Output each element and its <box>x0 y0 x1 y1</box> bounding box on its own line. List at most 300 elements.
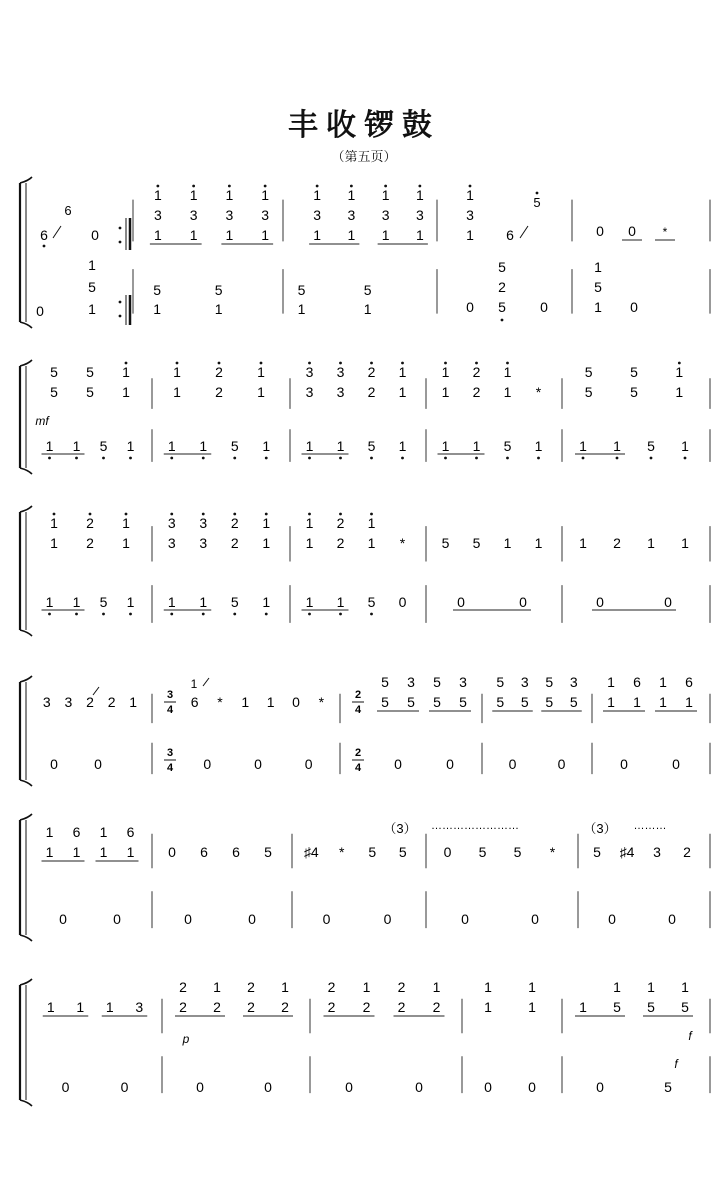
octave-dot <box>308 513 311 516</box>
note: 6 <box>232 844 240 860</box>
chord-note: 3 <box>381 207 390 223</box>
note: 0 <box>61 1079 70 1095</box>
octave-dot <box>170 613 173 616</box>
chord-note: 1 <box>613 979 621 995</box>
rest-mark: * <box>662 225 668 239</box>
fingering-label: （3） <box>383 821 417 836</box>
chord-note: 1 <box>647 979 655 995</box>
note: 0 <box>608 911 616 927</box>
note: 1 <box>297 301 306 317</box>
note: 2 <box>683 844 691 860</box>
octave-dot <box>501 319 504 322</box>
note: 1 <box>659 694 667 710</box>
note: 5 <box>441 535 450 551</box>
slur-mark <box>203 678 209 686</box>
time-signature: 2 <box>354 747 362 759</box>
octave-dot <box>48 613 51 616</box>
note: 1 <box>367 535 376 551</box>
note: 1 <box>45 844 54 860</box>
page-title: 丰收锣鼓 <box>288 108 440 143</box>
note: * <box>217 694 223 710</box>
note: 0 <box>528 1079 536 1095</box>
note: 0 <box>304 756 313 772</box>
note: 1 <box>129 694 138 710</box>
note: 0 <box>484 1079 492 1095</box>
note: 5 <box>647 438 655 454</box>
note: 2 <box>86 535 94 551</box>
octave-dot <box>119 315 122 318</box>
chord-note: 3 <box>415 207 424 223</box>
note: 0 <box>466 299 474 315</box>
note: 1 <box>503 384 512 400</box>
chord-note: 1 <box>153 187 162 203</box>
time-signature: 4 <box>166 704 174 716</box>
slur-mark <box>93 687 99 695</box>
octave-dot <box>260 362 263 365</box>
note: 1 <box>398 438 407 454</box>
octave-dot <box>265 457 268 460</box>
note: 1 <box>336 438 345 454</box>
note: 1 <box>472 438 481 454</box>
note: 1 <box>88 301 96 317</box>
octave-dot <box>233 513 236 516</box>
octave-dot <box>469 185 472 188</box>
chord-note: 1 <box>45 824 54 840</box>
note: 1 <box>579 535 587 551</box>
note: 3 <box>653 844 661 860</box>
chord-note: 5 <box>545 674 554 690</box>
note: 1 <box>72 844 81 860</box>
note: 5 <box>496 694 505 710</box>
note: 5 <box>647 999 655 1015</box>
note: 0 <box>383 911 392 927</box>
dynamic-f: f <box>688 1029 692 1043</box>
chord-note: 1 <box>261 187 270 203</box>
note: 5 <box>367 594 376 610</box>
note: 1 <box>484 999 492 1015</box>
note: 5 <box>569 694 578 710</box>
note: 1 <box>50 535 58 551</box>
chord-note: 1 <box>367 515 376 531</box>
dynamic-mf: mf <box>35 414 49 428</box>
note: 5 <box>50 384 58 400</box>
octave-dot <box>170 513 173 516</box>
note: 0 <box>50 756 58 772</box>
note: 5 <box>513 844 522 860</box>
note: 0 <box>508 756 517 772</box>
note: 0 <box>168 844 176 860</box>
note: 0 <box>596 594 604 610</box>
octave-dot <box>233 457 236 460</box>
octave-dot <box>339 513 342 516</box>
octave-dot <box>202 513 205 516</box>
octave-dot <box>339 613 342 616</box>
note: 0 <box>59 911 67 927</box>
chord-note: 3 <box>153 207 162 223</box>
chord-note: 1 <box>88 257 96 273</box>
note: 5 <box>230 438 239 454</box>
note: 1 <box>261 227 270 243</box>
note: 1 <box>579 999 587 1015</box>
note: 0 <box>461 911 469 927</box>
note: 5 <box>368 844 377 860</box>
chord-note: 3 <box>336 364 345 380</box>
note: 5 <box>264 844 272 860</box>
note: 3 <box>199 535 208 551</box>
chord-note: 5 <box>153 282 162 298</box>
octave-dot <box>444 457 447 460</box>
octave-dot <box>75 613 78 616</box>
note: 3 <box>167 535 176 551</box>
octave-dot <box>125 362 128 365</box>
grace-note: 5 <box>533 195 541 210</box>
chord-note: 5 <box>86 364 94 380</box>
chord-note: 1 <box>122 364 130 380</box>
note: 1 <box>257 384 265 400</box>
chord-note: 1 <box>347 187 356 203</box>
octave-dot <box>170 457 173 460</box>
note: 0 <box>668 911 676 927</box>
octave-dot <box>48 457 51 460</box>
note: 1 <box>579 438 587 454</box>
time-signature: 4 <box>354 762 362 774</box>
note: 1 <box>685 694 693 710</box>
note: 1 <box>305 535 314 551</box>
note: 1 <box>503 535 512 551</box>
octave-dot <box>650 457 653 460</box>
note: 0 <box>531 911 539 927</box>
octave-dot <box>401 457 404 460</box>
note: 1 <box>381 227 390 243</box>
octave-dot <box>233 613 236 616</box>
note: 1 <box>167 438 176 454</box>
note: 1 <box>99 844 108 860</box>
octave-dot <box>370 362 373 365</box>
octave-dot <box>308 457 311 460</box>
note: 6 <box>190 694 199 710</box>
note: 2 <box>215 384 223 400</box>
octave-dot <box>339 457 342 460</box>
note: 1 <box>336 594 345 610</box>
chord-note: 3 <box>459 674 467 690</box>
chord-note: 5 <box>381 674 389 690</box>
time-signature: 2 <box>354 689 362 701</box>
octave-dot <box>506 457 509 460</box>
note: 2 <box>86 694 94 710</box>
chord-note: 5 <box>88 279 96 295</box>
note: 0 <box>394 756 402 772</box>
chord-note: 1 <box>415 187 424 203</box>
note: 1 <box>105 999 114 1015</box>
chord-note: 5 <box>297 282 306 298</box>
note: 1 <box>126 438 135 454</box>
dynamic-f: f <box>674 1057 678 1071</box>
note: 0 <box>184 911 192 927</box>
octave-dot <box>537 457 540 460</box>
note: 2 <box>107 694 116 710</box>
chord-note: 5 <box>630 364 638 380</box>
note: 1 <box>266 694 275 710</box>
chord-note: 6 <box>72 824 81 840</box>
chord-note: 3 <box>569 674 578 690</box>
time-signature: 3 <box>166 689 174 701</box>
octave-dot <box>264 185 267 188</box>
note: 0 <box>322 911 331 927</box>
bracket-hook <box>20 1100 32 1106</box>
note: 2 <box>230 535 239 551</box>
octave-dot <box>384 185 387 188</box>
octave-dot <box>265 613 268 616</box>
note: ♯4 <box>303 844 319 860</box>
note: 1 <box>72 594 81 610</box>
note: 1 <box>189 227 198 243</box>
note: 3 <box>64 694 73 710</box>
note: 2 <box>213 999 221 1015</box>
note: 0 <box>519 594 527 610</box>
note: 0 <box>664 594 672 610</box>
note: ♯4 <box>619 844 635 860</box>
note: 1 <box>167 594 176 610</box>
octave-dot <box>89 513 92 516</box>
note: 1 <box>305 594 314 610</box>
chord-note: 6 <box>126 824 135 840</box>
fingering-dots: …………………… <box>431 820 519 832</box>
octave-dot <box>176 362 179 365</box>
chord-note: 1 <box>681 979 689 995</box>
octave-dot <box>53 513 56 516</box>
note: 0 <box>557 756 566 772</box>
chord-note: 3 <box>305 364 314 380</box>
bracket-hook <box>20 676 32 682</box>
note: 5 <box>545 694 554 710</box>
note: 1 <box>126 594 135 610</box>
chord-note: 2 <box>336 515 345 531</box>
note: 2 <box>613 535 621 551</box>
octave-dot <box>119 227 122 230</box>
chord-note: 1 <box>189 187 198 203</box>
note: 1 <box>534 535 543 551</box>
note: 1 <box>214 301 223 317</box>
note: 1 <box>76 999 85 1015</box>
grace-note: 6 <box>64 203 72 218</box>
chord-note: 1 <box>262 515 271 531</box>
note: 5 <box>498 299 506 315</box>
note: 0 <box>91 227 99 243</box>
note: 1 <box>415 227 424 243</box>
chord-note: 3 <box>466 207 474 223</box>
chord-note: 2 <box>215 364 223 380</box>
note: 2 <box>179 999 187 1015</box>
note: 1 <box>46 999 55 1015</box>
chord-note: 1 <box>213 979 221 995</box>
note: 3 <box>336 384 345 400</box>
octave-dot <box>684 457 687 460</box>
chord-note: 2 <box>247 979 255 995</box>
bracket-hook <box>20 468 32 474</box>
bracket-hook <box>20 780 32 786</box>
note: * <box>339 844 345 860</box>
note: 2 <box>336 535 345 551</box>
note: 0 <box>113 911 121 927</box>
chord-note: 1 <box>607 674 615 690</box>
chord-note: 1 <box>362 979 371 995</box>
chord-note: 5 <box>433 674 441 690</box>
note: 0 <box>443 844 452 860</box>
slur-mark <box>53 226 61 238</box>
note: 0 <box>457 594 465 610</box>
chord-note: 2 <box>327 979 336 995</box>
note: 1 <box>225 227 234 243</box>
octave-dot <box>444 362 447 365</box>
note: 5 <box>99 438 108 454</box>
note: 1 <box>262 535 271 551</box>
time-signature: 4 <box>354 704 362 716</box>
note: 2 <box>247 999 255 1015</box>
chord-note: 1 <box>432 979 441 995</box>
chord-note: 1 <box>675 364 684 380</box>
fingering-label: （3） <box>583 821 617 836</box>
note: 5 <box>593 844 601 860</box>
dynamic-p: p <box>182 1032 190 1046</box>
grace-note: 1 <box>190 677 198 691</box>
note: 0 <box>628 223 636 239</box>
note: 2 <box>281 999 289 1015</box>
chord-note: 1 <box>99 824 108 840</box>
note: 1 <box>305 438 314 454</box>
octave-dot <box>75 457 78 460</box>
note: 1 <box>262 594 271 610</box>
fingering-dots: ……… <box>633 820 667 832</box>
octave-dot <box>202 457 205 460</box>
chord-note: 5 <box>214 282 223 298</box>
note: 2 <box>397 999 406 1015</box>
note: 0 <box>94 756 102 772</box>
time-signature: 4 <box>166 762 174 774</box>
chord-note: 2 <box>86 515 94 531</box>
note: 3 <box>305 384 314 400</box>
note: 1 <box>45 438 54 454</box>
note: 0 <box>446 756 454 772</box>
note: 0 <box>620 756 628 772</box>
octave-dot <box>119 301 122 304</box>
note: 5 <box>478 844 487 860</box>
octave-dot <box>125 513 128 516</box>
note: 1 <box>675 384 684 400</box>
chord-note: 3 <box>313 207 322 223</box>
octave-dot <box>129 457 132 460</box>
chord-note: 1 <box>528 979 536 995</box>
note: 2 <box>472 384 481 400</box>
note: * <box>549 844 556 860</box>
note: 1 <box>72 438 81 454</box>
chord-note: 1 <box>659 674 667 690</box>
note: 5 <box>86 384 94 400</box>
note: 5 <box>681 999 689 1015</box>
bracket-hook <box>20 177 32 183</box>
octave-dot <box>418 185 421 188</box>
chord-note: 1 <box>441 364 450 380</box>
note: 1 <box>363 301 372 317</box>
chord-note: 1 <box>313 187 322 203</box>
octave-dot <box>370 513 373 516</box>
octave-dot <box>265 513 268 516</box>
chord-note: 1 <box>281 979 289 995</box>
octave-dot <box>316 185 319 188</box>
chord-note: 5 <box>498 259 506 275</box>
chord-note: 3 <box>520 674 529 690</box>
octave-dot <box>475 362 478 365</box>
chord-note: 2 <box>179 979 187 995</box>
note: 0 <box>248 911 256 927</box>
note: 2 <box>362 999 371 1015</box>
note: 5 <box>503 438 512 454</box>
bracket-hook <box>20 979 32 985</box>
octave-dot <box>370 457 373 460</box>
chord-note: 2 <box>472 364 481 380</box>
chord-note: 6 <box>685 674 693 690</box>
octave-dot <box>616 457 619 460</box>
note: 0 <box>254 756 262 772</box>
octave-dot <box>102 457 105 460</box>
bracket-hook <box>20 506 32 512</box>
note: 5 <box>230 594 239 610</box>
octave-dot <box>228 185 231 188</box>
note: 6 <box>40 227 48 243</box>
note: 1 <box>45 594 54 610</box>
octave-dot <box>192 185 195 188</box>
note: 1 <box>647 535 655 551</box>
note: 1 <box>126 844 135 860</box>
note: 1 <box>441 438 450 454</box>
octave-dot <box>102 613 105 616</box>
slur-mark <box>520 226 528 238</box>
note: 1 <box>199 438 208 454</box>
chord-note: 3 <box>347 207 356 223</box>
note: 6 <box>200 844 208 860</box>
note: 1 <box>122 535 130 551</box>
note: 5 <box>520 694 529 710</box>
chord-note: 2 <box>397 979 406 995</box>
note: 0 <box>630 299 638 315</box>
note: 1 <box>347 227 356 243</box>
note: 5 <box>584 384 593 400</box>
octave-dot <box>129 613 132 616</box>
note: 0 <box>292 694 300 710</box>
chord-note: 3 <box>189 207 198 223</box>
page-subtitle: （第五页） <box>331 150 397 165</box>
octave-dot <box>582 457 585 460</box>
note: 1 <box>199 594 208 610</box>
note: 0 <box>196 1079 204 1095</box>
bracket-hook <box>20 322 32 328</box>
chord-note: 3 <box>199 515 208 531</box>
note: 2 <box>432 999 441 1015</box>
note: 1 <box>122 384 130 400</box>
note: 0 <box>203 756 212 772</box>
note: 0 <box>264 1079 272 1095</box>
note: 1 <box>262 438 271 454</box>
note: 1 <box>607 694 615 710</box>
chord-note: 1 <box>466 187 474 203</box>
bracket-hook <box>20 935 32 941</box>
octave-dot <box>156 185 159 188</box>
chord-note: 2 <box>498 279 506 295</box>
chord-note: 2 <box>230 515 239 531</box>
chord-note: 3 <box>225 207 234 223</box>
note: * <box>318 694 325 710</box>
note: * <box>399 535 406 551</box>
chord-note: 5 <box>584 364 593 380</box>
